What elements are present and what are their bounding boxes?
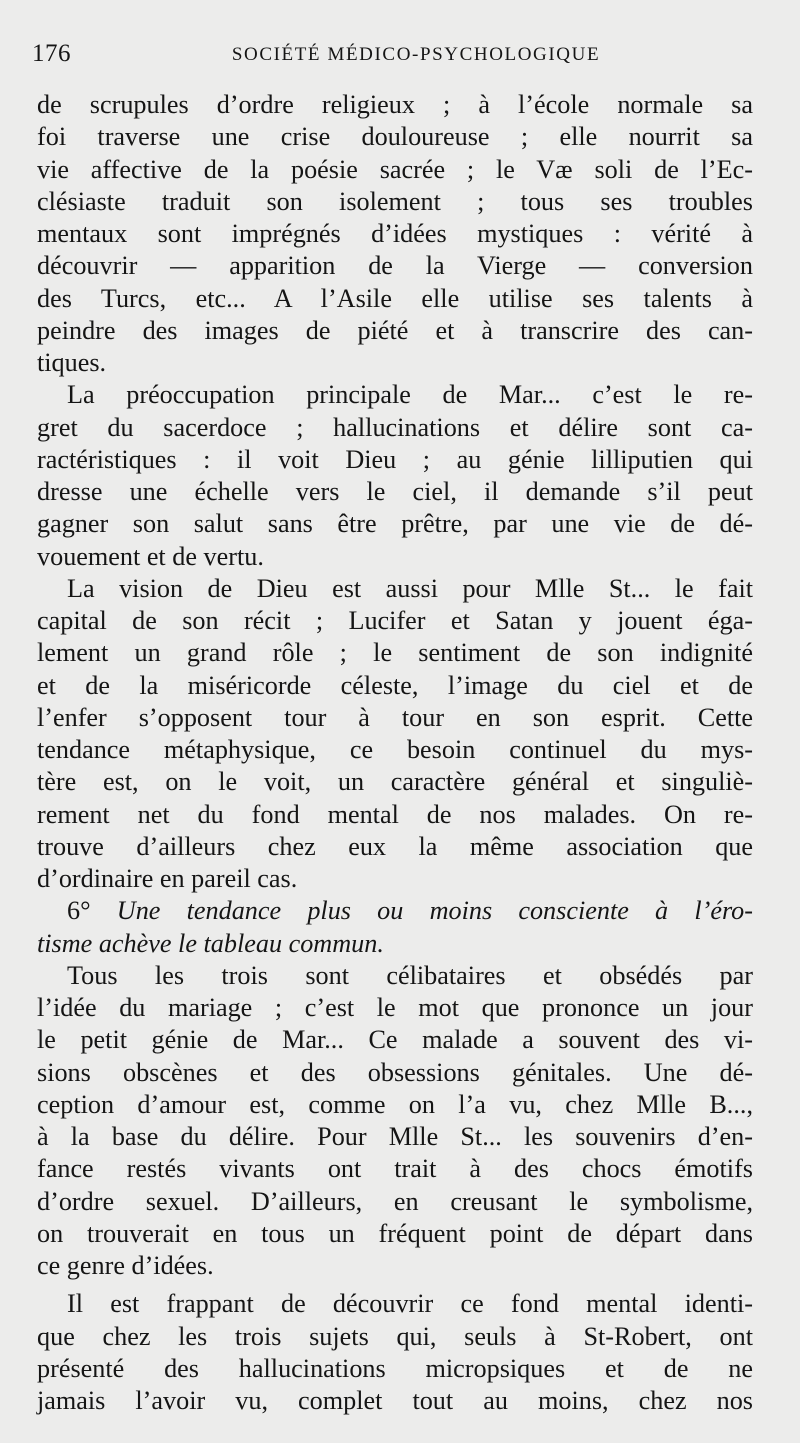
- text-line: tendance métaphysique, ce besoin continuel du mys-: [37, 735, 753, 764]
- text-line: capital de son récit ; Lucifer et Satan y jouent éga-: [37, 606, 753, 635]
- text-line: tiques.: [37, 348, 107, 377]
- text-line: le petit génie de Mar... Ce malade a souvent des vi-: [37, 1025, 753, 1055]
- section-heading-line: [37, 928, 753, 960]
- text-line: ractéristiques : il voit Dieu ; au génie lilliputien qui: [37, 444, 753, 474]
- text-line: de scrupules d’ordre religieux ; à l’école normale sa: [37, 90, 753, 119]
- text-line: mentaux sont imprégnés d’idées mystiques : vérité à: [37, 219, 753, 248]
- text-line: d’ordre sexuel. D’ailleurs, en creusant le symbolisme,: [37, 1186, 753, 1216]
- text-line: foi traverse une crise douloureuse ; elle nourrit sa: [37, 122, 753, 152]
- section-heading-line: [37, 895, 753, 927]
- text-line: rement net du fond mental de nos malades. On re-: [37, 799, 753, 829]
- text-line: Il est frappant de découvrir ce fond mental identi-: [67, 1289, 753, 1319]
- section-heading-text: Une tendance plus ou moins consciente à l’éro-: [116, 896, 753, 926]
- text-line: des Turcs, etc... A l’Asile elle utilise ses talents à: [37, 283, 753, 313]
- text-line: présenté des hallucinations micropsiques et de ne: [37, 1353, 753, 1383]
- text-line: ce genre d’idées.: [37, 1251, 214, 1280]
- text-line: l’enfer s’opposent tour à tour en son esprit. Cette: [37, 702, 753, 732]
- text-line: La vision de Dieu est aussi pour Mlle St... le fait: [67, 573, 753, 603]
- text-line: tère est, on le voit, un caractère général et singuliè-: [37, 767, 753, 797]
- running-head: SOCIÉTÉ MÉDICO-PSYCHOLOGIQUE: [231, 44, 601, 65]
- text-line: jamais l’avoir vu, complet tout au moins, chez nos: [37, 1386, 753, 1415]
- body-text: [37, 89, 753, 1417]
- text-line: Tous les trois sont célibataires et obsédés par: [67, 960, 753, 990]
- text-line: on trouverait en tous un fréquent point de départ dans: [37, 1218, 753, 1248]
- text-line: gret du sacerdoce ; hallucinations et délire sont ca-: [37, 412, 753, 442]
- text-line: sions obscènes et des obsessions génitales. Une dé-: [37, 1057, 753, 1087]
- page-number: 176: [32, 40, 71, 67]
- section-heading-text: tisme achève le tableau commun.: [37, 928, 384, 958]
- text-line: vie affective de la poésie sacrée ; le Væ soli de l’Ec-: [37, 154, 753, 184]
- text-line: gagner son salut sans être prêtre, par une vie de dé-: [37, 509, 753, 539]
- text-line: découvrir — apparition de la Vierge — conversion: [37, 251, 753, 281]
- section-number: 6°: [67, 896, 91, 926]
- text-line: La préoccupation principale de Mar... c’est le re-: [67, 380, 753, 410]
- text-line: ception d’amour est, comme on l’a vu, chez Mlle B...,: [37, 1089, 753, 1119]
- text-line: fance restés vivants ont trait à des chocs émotifs: [37, 1154, 753, 1184]
- text-line: que chez les trois sujets qui, seuls à St-Robert, ont: [37, 1321, 753, 1351]
- text-line: trouve d’ailleurs chez eux la même association que: [37, 831, 753, 861]
- text-line: clésiaste traduit son isolement ; tous ses troubles: [37, 186, 753, 216]
- text-line: l’idée du mariage ; c’est le mot que prononce un jour: [37, 993, 753, 1022]
- text-line: dresse une échelle vers le ciel, il demande s’il peut: [37, 477, 753, 506]
- text-line: peindre des images de piété et à transcrire des can-: [37, 315, 753, 345]
- page-header: [32, 40, 760, 76]
- text-line: à la base du délire. Pour Mlle St... les souvenirs d’en-: [37, 1122, 753, 1151]
- text-line: d’ordinaire en pareil cas.: [37, 864, 298, 893]
- text-line: vouement et de vertu.: [37, 541, 264, 571]
- text-line: lement un grand rôle ; le sentiment de son indignité: [37, 638, 753, 668]
- text-line: et de la miséricorde céleste, l’image du ciel et de: [37, 670, 753, 700]
